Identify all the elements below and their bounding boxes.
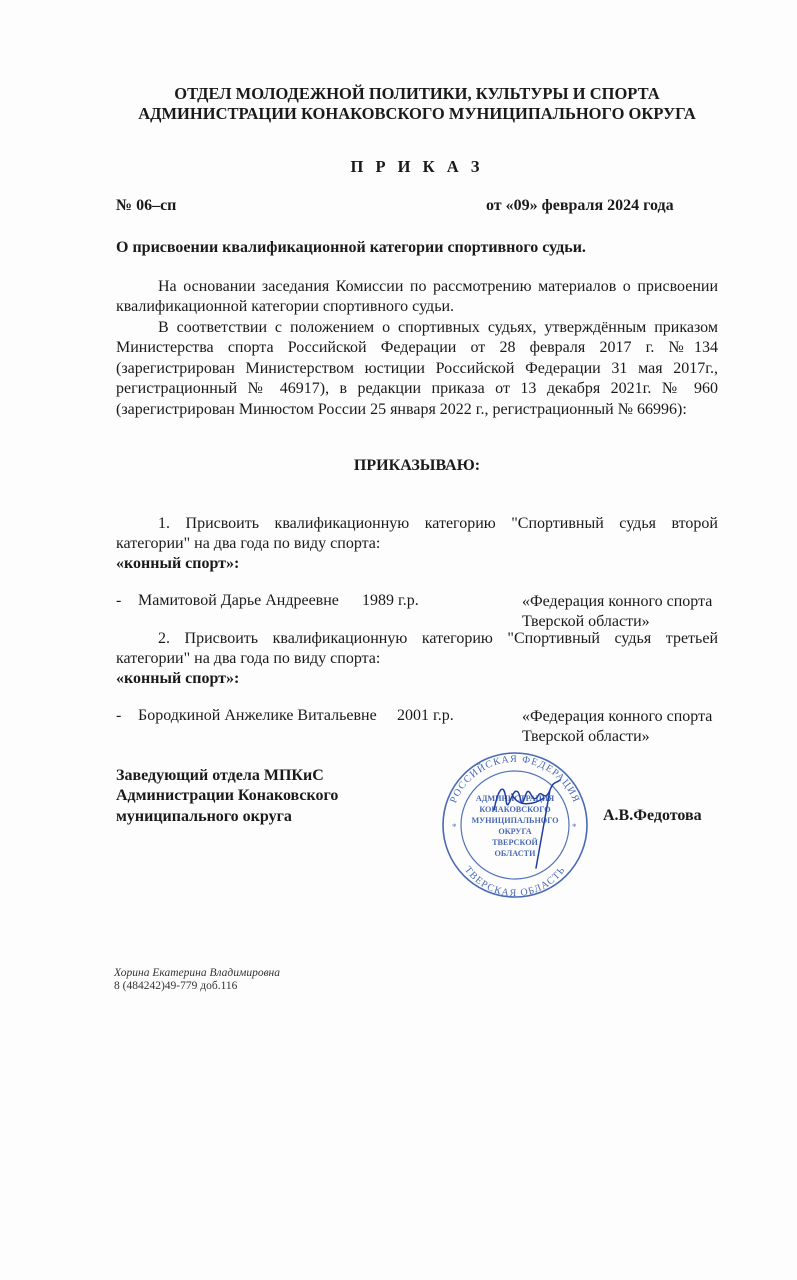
org-line-1: ОТДЕЛ МОЛОДЕЖНОЙ ПОЛИТИКИ, КУЛЬТУРЫ И СПОРТА bbox=[174, 84, 660, 103]
signer-name: А.В.Федотова bbox=[603, 807, 702, 824]
federation-2-line-2: Тверской области» bbox=[522, 728, 650, 746]
stamp-inner-line-6: ОБЛАСТИ bbox=[494, 849, 536, 858]
stamp-outer-bottom-text: ТВЕРСКАЯ ОБЛАСТЬ bbox=[462, 864, 568, 900]
federation-1 bbox=[522, 592, 722, 633]
stamp-inner-line-5: ТВЕРСКОЙ bbox=[492, 838, 538, 847]
stamp-outer-top-text: РОССИЙСКАЯ ФЕДЕРАЦИЯ bbox=[448, 753, 582, 805]
position-line-3: муниципального округа bbox=[116, 807, 292, 825]
federation-2-line-1: «Федерация конного спорта bbox=[522, 708, 713, 725]
sport-label-1: «конный спорт»: bbox=[116, 555, 240, 572]
official-stamp bbox=[432, 750, 598, 900]
federation-1-line-2: Тверской области» bbox=[522, 613, 650, 631]
person-name-2: Бородкиной Анжелике Витальевне bbox=[138, 707, 377, 724]
birth-year-1: 1989 г.р. bbox=[362, 592, 419, 609]
paragraph-regulation-text: В соответствии с положением о спортивных судьях, утверждённым приказом Министерства спорта Российской Федерации от 28 февраля 2017 г. №134 (зарегистрирован Министерством юстиции Российской Федерации 31 мая 2017г., регистрационный № 46917), в редакции приказа от 13 декабря 2021г. № 960 (зарегистрирован Минюстом России 25 января 2022 г., регистрационный № 66996): bbox=[116, 319, 718, 418]
person-name-1: Мамитовой Дарье Андреевне bbox=[138, 592, 339, 609]
list-dash-2: - bbox=[116, 707, 122, 724]
signatory-position bbox=[116, 766, 338, 827]
document-title: П Р И К А З bbox=[350, 157, 484, 176]
birth-year-2: 2001 г.р. bbox=[397, 707, 454, 724]
order-item-2 bbox=[116, 629, 718, 670]
stamp-star-right-icon: * bbox=[572, 822, 577, 832]
contact-info bbox=[114, 967, 280, 993]
order-date: от «09» февраля 2024 года bbox=[486, 197, 674, 214]
stamp-inner-line-3: МУНИЦИПАЛЬНОГО bbox=[471, 816, 559, 825]
paragraph-basis-text: На основании заседания Комиссии по рассмотрению материалов о присвоении квалификационной категории спортивного судьи. bbox=[116, 278, 718, 316]
order-item-1-text: 1. Присвоить квалификационную категорию "Спортивный судья второй категории" на два года по виду спорта: bbox=[116, 515, 718, 553]
contact-phone-text: 8 (484242)49-779 доб.116 bbox=[114, 980, 238, 992]
stamp-outer-ring bbox=[443, 753, 587, 897]
federation-2 bbox=[522, 707, 722, 748]
stamp-inner-line-1: АДМИНИСТРАЦИЯ bbox=[475, 794, 555, 803]
order-subject: О присвоении квалификационной категории спортивного судьи. bbox=[116, 239, 586, 256]
paragraph-regulation bbox=[116, 318, 718, 420]
orders-heading: ПРИКАЗЫВАЮ: bbox=[353, 457, 481, 474]
position-line-1: Заведующий отдела МПКиС bbox=[116, 767, 324, 784]
order-number: № 06–сп bbox=[116, 197, 177, 214]
list-dash-1: - bbox=[116, 592, 122, 609]
order-item-1 bbox=[116, 514, 718, 555]
organization-header bbox=[100, 84, 734, 124]
stamp-star-left-icon: * bbox=[452, 822, 457, 832]
paragraph-basis bbox=[116, 277, 718, 318]
contact-phone bbox=[114, 980, 280, 993]
order-item-2-text: 2. Присвоить квалификационную категорию "Спортивный судья третьей категории" на два года по виду спорта: bbox=[116, 630, 718, 668]
position-line-2: Администрации Конаковского bbox=[116, 787, 339, 805]
contact-name: Хорина Екатерина Владимировна bbox=[114, 967, 281, 979]
stamp-inner-line-4: ОКРУГА bbox=[498, 827, 532, 836]
federation-1-line-1: «Федерация конного спорта bbox=[522, 593, 713, 610]
stamp-inner-line-2: КОНАКОВСКОГО bbox=[479, 805, 551, 814]
stamp-inner-ring bbox=[461, 771, 569, 879]
sport-label-2: «конный спорт»: bbox=[116, 670, 240, 687]
org-line-2: АДМИНИСТРАЦИИ КОНАКОВСКОГО МУНИЦИПАЛЬНОГО ОКРУГА bbox=[138, 104, 696, 123]
